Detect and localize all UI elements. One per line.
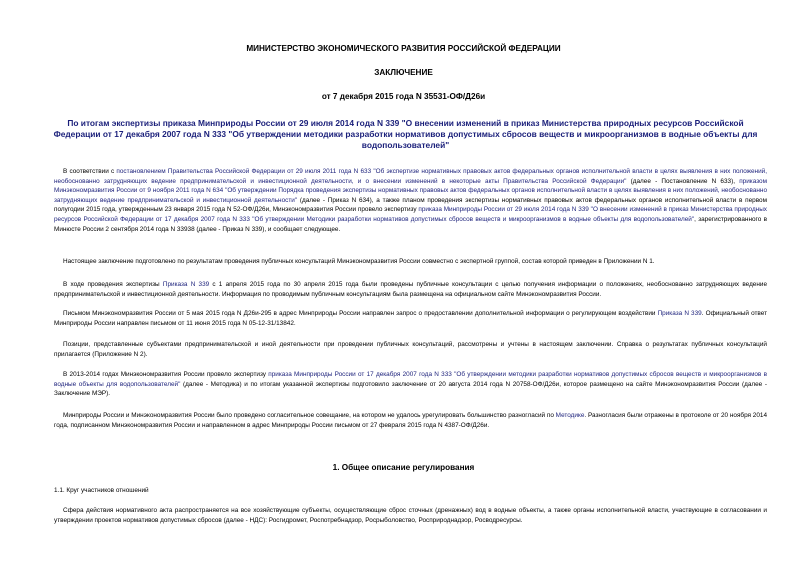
- text-fragment: с 1 апреля 2015 года по 30 апреля 2015 года были проведены публичные консультации с целью получения информации о положениях, необоснованно затрудняющих ведение предпринимательской и инвестиционной деятельности. Информация по проводимым публичным консультациям была размещена на официальном сайте Минэкономразвития России.: [54, 281, 768, 298]
- paragraph-legal-basis: [54, 167, 767, 234]
- text-fragment: В 2013-2014 годах Минэкономразвития России провело экспертизу: [63, 371, 269, 378]
- paragraph-conciliation-meeting: [54, 411, 767, 430]
- link-methodology[interactable]: Методике: [555, 412, 585, 419]
- document-title: По итогам экспертизы приказа Минприроды России от 29 июля 2014 года N 339 "О внесении изменений в приказ Министерства природных ресурсов Российской Федерации от 17 декабря 2007 года N 333 "Об утверждении методики разработки нормативов допустимых сбросов веществ и микроорганизмов в водные объекты для водопользователей": [53, 118, 758, 150]
- text-fragment: (далее - Методика) и по итогам указанной экспертизы подготовило заключение от 20 августа 2014 года N 20758-ОФ/Д26и, которое размещено на сайте Минэкономразвития России (далее - Заключение МЭР).: [54, 380, 767, 398]
- text-fragment: (далее - Приказ N 634), а также планом проведения экспертизы нормативных правовых актов федеральных органов исполнительной власти в первом полугодии 2015 года, утвержденным 23 января 2015 года N 52-ОФ/Д26и, Минэкономразвития России провело экспертизу: [54, 196, 767, 214]
- paragraph-participants: Сфера действия нормативного акта распространяется на все хозяйствующие субъекты, осуществляющие сброс сточных (дренажных) вод в водные объекты, а также органы исполнительной власти, участвующие в согласовании и утверждении проектов нормативов допустимых сбросов (далее - НДС): Росгидромет, Роспотребнадзор, Росрыболовство, Росприроднадзор, Росводресурсы.: [54, 507, 767, 524]
- text-fragment: В ходе проведения экспертизы: [63, 281, 163, 288]
- ministry-heading: МИНИСТЕРСТВО ЭКОНОМИЧЕСКОГО РАЗВИТИЯ РОССИЙСКОЙ ФЕДЕРАЦИИ: [246, 44, 561, 53]
- paragraph-public-consultations: [54, 280, 767, 299]
- text-fragment: , зарегистрированного в Минюсте России 2 сентября 2014 года N 33938 (далее - Приказ N 339), и сообщает следующее.: [54, 215, 767, 233]
- text-fragment: . Официальный ответ Минприроды России направлен письмом от 11 июня 2015 года N 05-12-31/13842.: [54, 310, 768, 327]
- text-fragment: Минприроды России и Минэкономразвития России было проведено согласительное совещание, на котором не удалось урегулировать большинство разногласий по: [63, 412, 556, 419]
- link-order-339[interactable]: приказа Минприроды России от 29 июля 2014 года N 339 "О внесении изменений в приказ Министерства природных ресурсов Российской Федерации от 17 декабря 2007 года N 333 "Об утверждении Методики разработки нормативов допустимых сбросов веществ и микроорганизмов в водные объекты для водопользователей": [54, 206, 767, 223]
- section-heading: 1. Общее описание регулирования: [332, 463, 475, 472]
- paragraph-positions: Позиции, представленные субъектами предпринимательской и иной деятельности при проведении публичных консультаций, рассмотрены и учтены в настоящем заключении. Справка о результатах публичных консультаций прилагается (Приложение N 2).: [54, 341, 767, 358]
- link-order-339-short[interactable]: Приказа N 339: [162, 281, 210, 288]
- paragraph-consultations-basis: Настоящее заключение подготовлено по результатам проведения публичных консультаций Минэкономразвития России совместно с экспертной группой, состав которой приведен в Приложении N 1.: [63, 258, 655, 265]
- subsection-heading: 1.1. Круг участников отношений: [54, 487, 149, 494]
- link-order-634[interactable]: приказом Минэкономразвития России от 9 ноября 2011 года N 634 "Об утверждении Порядка проведения экспертизы нормативных правовых актов федеральных органов исполнительной власти в целях выявления в них положений, необоснованно затрудняющих ведение предпринимательской и инвестиционной деятельности": [54, 177, 767, 204]
- paragraph-information-request: [54, 309, 767, 328]
- link-order-333[interactable]: приказа Минприроды России от 17 декабря 2007 года N 333 "Об утверждении методики разработки нормативов допустимых сбросов веществ и микроорганизмов в водные объекты для водопользователей": [54, 371, 768, 388]
- text-fragment: Письмом Минэкономразвития России от 5 мая 2015 года N Д26и-295 в адрес Минприроды России направлен запрос о предоставлении дополнительной информации о регулирующем воздействии: [63, 310, 658, 317]
- paragraph-previous-expertise: [54, 370, 767, 399]
- text-fragment: . Разногласия были отражены в протоколе от 20 ноября 2014 года, подписанном Минэкономразвития России и направленном в адрес Минприроды России письмом от 27 февраля 2015 года N 4387-ОФ/Д26и.: [54, 412, 768, 429]
- document-date-number: от 7 декабря 2015 года N 35531-ОФ/Д26и: [321, 92, 486, 101]
- text-fragment: В соответствии с: [63, 168, 117, 175]
- document-type: ЗАКЛЮЧЕНИЕ: [374, 68, 433, 77]
- link-decree-633[interactable]: постановлением Правительства Российской Федерации от 29 июля 2011 года N 633 "Об экспертизе нормативных правовых актов федеральных органов исполнительной власти в целях выявления в них положений, необоснованно затрудняющих ведение предпринимательской и инвестиционной деятельности, и о внесении изменений в некоторые акты Правительства Российской Федерации": [54, 168, 768, 185]
- text-fragment: (далее - Постановление N 633),: [626, 177, 740, 185]
- link-order-339-request[interactable]: Приказа N 339: [657, 310, 702, 317]
